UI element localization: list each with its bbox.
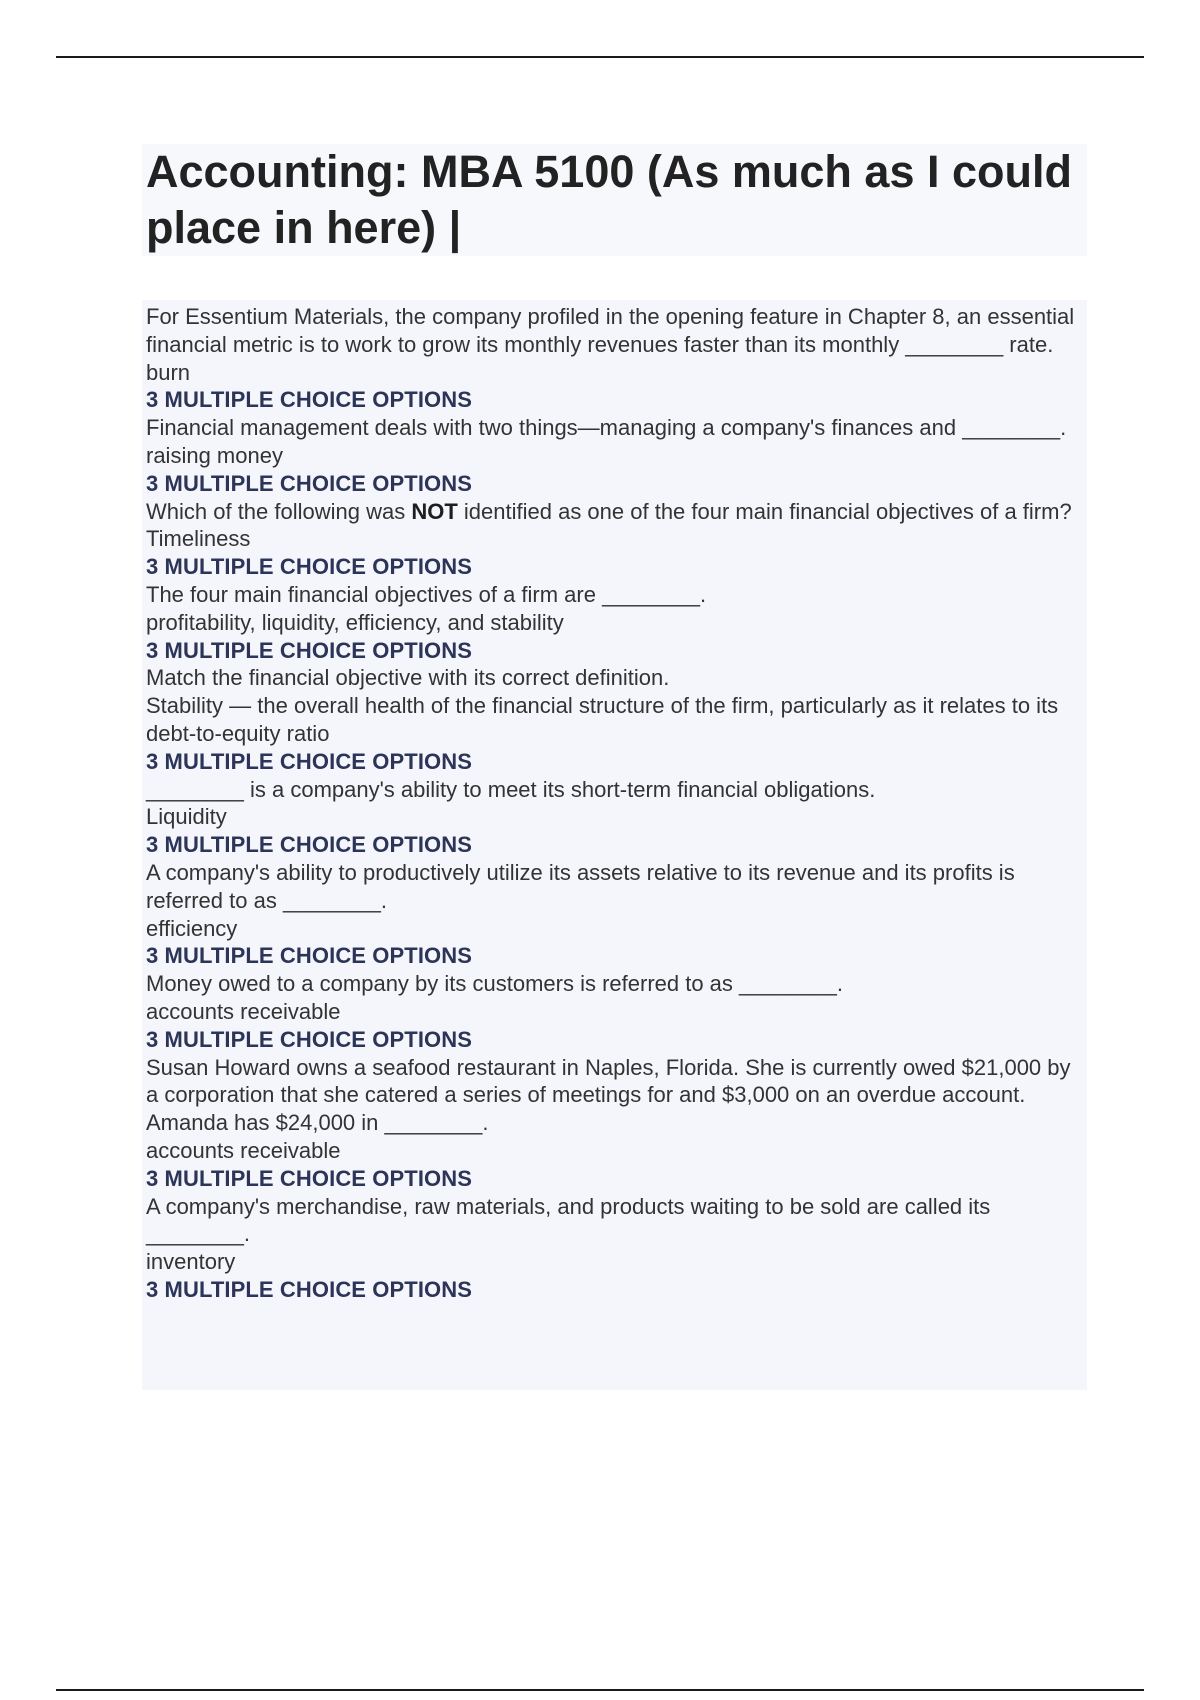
qa-item [146,414,1083,497]
question-text [146,498,1083,526]
options-label[interactable]: 3 MULTIPLE CHOICE OPTIONS [146,387,473,413]
qa-item [146,1054,1083,1193]
question-text: Financial management deals with two things—managing a company's finances and ________. [146,415,1067,441]
options-label[interactable]: 3 MULTIPLE CHOICE OPTIONS [146,1276,473,1302]
qa-list [142,300,1087,1390]
question-text: Susan Howard owns a seafood restaurant in Naples, Florida. She is currently owed $21,000 by a corporation that she catered a series of meetings for and $3,000 on an overdue account. Amanda has $24,000 in ________. [146,1054,1071,1136]
question-text: For Essentium Materials, the company profiled in the opening feature in Chapter 8, an essential financial metric is to work to grow its monthly revenues faster than its monthly ________ rate. [146,304,1075,357]
qa-item [146,859,1083,970]
question-text: ________ is a company's ability to meet its short-term financial obligations. [146,776,876,802]
answer-text: raising money [146,442,283,468]
answer-text: Liquidity [146,804,227,830]
qa-item [146,303,1083,414]
question-text: Match the financial objective with its correct definition. [146,665,670,691]
options-label[interactable]: 3 MULTIPLE CHOICE OPTIONS [146,1026,473,1052]
bottom-rule [56,1689,1144,1691]
options-label[interactable]: 3 MULTIPLE CHOICE OPTIONS [146,943,473,969]
options-label[interactable]: 3 MULTIPLE CHOICE OPTIONS [146,470,473,496]
question-text: A company's ability to productively utilize its assets relative to its revenue and its profits is referred to as ________. [146,859,1015,913]
question-text: The four main financial objectives of a firm are ________. [146,581,707,607]
qa-item [146,1193,1083,1304]
answer-text: accounts receivable [146,1137,341,1163]
answer-text: profitability, liquidity, efficiency, and stability [146,609,564,635]
options-label[interactable]: 3 MULTIPLE CHOICE OPTIONS [146,554,473,580]
question-text-post: identified as one of the four main financial objectives of a firm? [457,498,1072,524]
options-label[interactable]: 3 MULTIPLE CHOICE OPTIONS [146,637,473,663]
options-label[interactable]: 3 MULTIPLE CHOICE OPTIONS [146,748,473,774]
answer-text: inventory [146,1249,236,1275]
answer-text: burn [146,359,191,385]
qa-item [146,970,1083,1053]
qa-item [146,581,1083,664]
answer-text: efficiency [146,915,238,941]
document-title: Accounting: MBA 5100 (As much as I could place in here) | [146,146,1072,253]
question-emphasis: NOT [411,498,458,524]
answer-text: Stability — the overall health of the financial structure of the firm, particularly as it relates to its debt-to-equity ratio [146,693,1059,746]
qa-item [146,776,1083,859]
top-rule [56,56,1144,58]
answer-text: accounts receivable [146,998,341,1024]
title-block [142,144,1087,256]
qa-item [146,664,1083,775]
question-text: A company's merchandise, raw materials, and products waiting to be sold are called its ________. [146,1193,991,1247]
question-text: Money owed to a company by its customers is referred to as ________. [146,971,844,997]
qa-item [146,498,1083,581]
options-label[interactable]: 3 MULTIPLE CHOICE OPTIONS [146,832,473,858]
question-text-pre: Which of the following was [146,498,412,524]
answer-text: Timeliness [146,526,251,552]
options-label[interactable]: 3 MULTIPLE CHOICE OPTIONS [146,1165,473,1191]
